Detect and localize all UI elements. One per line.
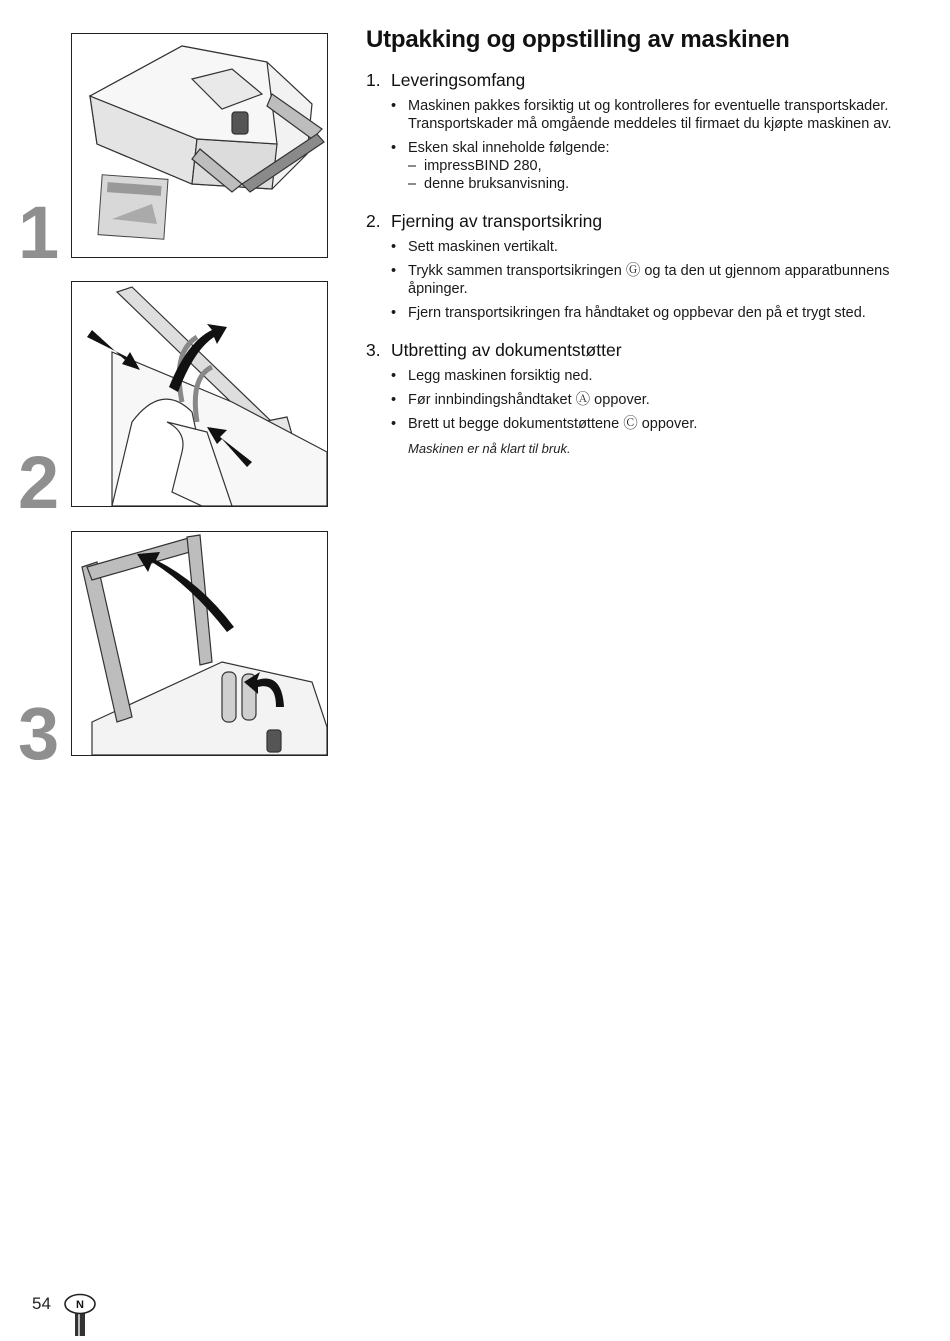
section-transport-lock bbox=[366, 211, 916, 322]
machine-illustration bbox=[72, 34, 327, 257]
list-item: • Esken skal inneholde følgende: bbox=[391, 140, 610, 156]
list-item: • Sett maskinen vertikalt. bbox=[391, 239, 558, 255]
section-scope-of-delivery bbox=[366, 70, 916, 193]
section-heading bbox=[366, 211, 916, 232]
section-heading bbox=[366, 70, 916, 91]
bullet-list bbox=[366, 238, 916, 322]
list-item: • Fjern transportsikringen fra håndtaket og oppbevar den på et trygt sted. bbox=[391, 305, 866, 321]
bullet-list bbox=[366, 367, 916, 433]
step-number-3: 3 bbox=[18, 692, 60, 775]
language-code: N bbox=[76, 1299, 84, 1311]
figure-unpacking bbox=[71, 33, 328, 258]
page-number: 54 bbox=[32, 1294, 51, 1313]
list-item: • Legg maskinen forsiktig ned. bbox=[391, 368, 593, 384]
transport-lock-illustration bbox=[72, 282, 327, 506]
section-document-supports bbox=[366, 340, 916, 456]
section-number: 2. bbox=[366, 211, 381, 231]
figure-transport-lock bbox=[71, 281, 328, 507]
list-item: • Maskinen pakkes forsiktig ut og kontrolleres for eventuelle transportskader. Transportskader må omgående meddeles til firmaet du kjøpte maskinen av. bbox=[391, 98, 892, 132]
section-title: Fjerning av transportsikring bbox=[391, 211, 603, 231]
section-title: Utbretting av dokumentstøtter bbox=[391, 340, 622, 360]
step-number-1: 1 bbox=[18, 191, 60, 274]
step-number-2: 2 bbox=[18, 441, 60, 524]
language-badge bbox=[64, 1293, 96, 1336]
section-number: 1. bbox=[366, 70, 381, 90]
list-item: • Brett ut begge dokumentstøttene Ⓒ oppover. bbox=[391, 416, 698, 432]
page-title: Utpakking og oppstilling av maskinen bbox=[366, 26, 790, 53]
sub-item: – impressBIND 280, bbox=[408, 158, 542, 174]
section-title: Leveringsomfang bbox=[391, 70, 526, 90]
sub-item: – denne bruksanvisning. bbox=[408, 176, 570, 192]
figure-document-supports bbox=[71, 531, 328, 756]
document-supports-illustration bbox=[72, 532, 327, 755]
list-item: • Før innbindingshåndtaket Ⓐ oppover. bbox=[391, 392, 650, 408]
section-heading bbox=[366, 340, 916, 361]
section-number: 3. bbox=[366, 340, 381, 360]
sub-list bbox=[366, 157, 916, 193]
main-content bbox=[366, 26, 916, 474]
language-badge-icon bbox=[64, 1293, 96, 1336]
ready-note: Maskinen er nå klart til bruk. bbox=[408, 441, 571, 456]
list-item: • Trykk sammen transportsikringen Ⓖ og ta den ut gjennom apparatbunnens åpninger. bbox=[391, 263, 890, 297]
bullet-list bbox=[366, 97, 916, 157]
